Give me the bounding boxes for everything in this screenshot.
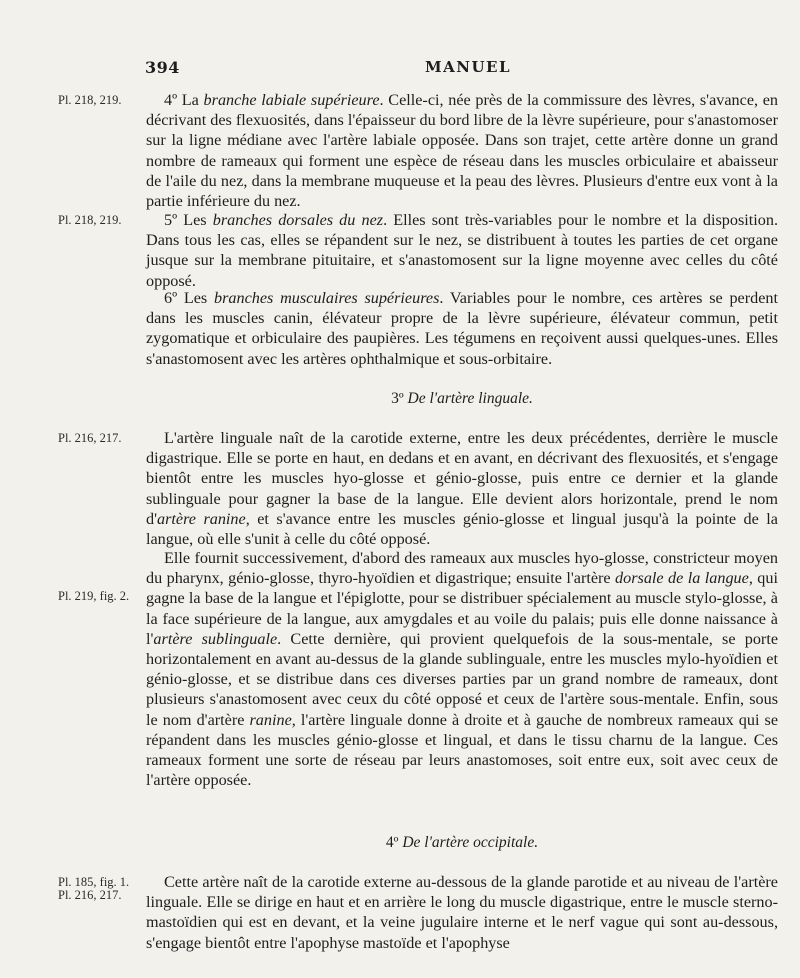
margin-note: Pl. 185, fig. 1. [58, 875, 130, 889]
page-header [0, 58, 800, 82]
paragraph-linguale-branches: Elle fournit successivement, d'abord des rameaux aux muscles hyo-glosse, constricteur moyen du pharynx, génio-glosse, thyro-hyoïdien et digastrique; ensuite l'artère dorsale de la langue, qui gagne la base de la langue et l'épiglotte, pour se distribuer spécialement au muscle stylo-glosse, à la face supérieure de la langue, aux amygdales et au voile du palais; puis elle donne naissance à l'artère sublinguale. Cette dernière, qui provient quelquefois de la sous-mentale, se porte horizontalement en avant au-dessus de la glande sublinguale, entre les muscles mylo-hyoïdien et génio-glosse, et se distribue dans ces diverses parties par un grand nombre de rameaux, dont plusieurs s'anastomosent avec ceux du côté opposé et ceux de l'artère sous-mentale. Enfin, sous le nom d'artère ranine, l'artère linguale donne à droite et à gauche de nombreux rameaux qui se répandent dans les muscles génio-glosse et lingual, et dans le tissu charnu de la langue. Ces rameaux forment une sorte de réseau par leurs anastomoses, soit entre eux, soit avec ceux de l'artère opposée. [146, 549, 779, 790]
margin-note: Pl. 219, fig. 2. [58, 589, 130, 603]
page-number: 394 [145, 58, 180, 77]
paragraph-occipitale: Cette artère naît de la carotide externe au-dessous de la glande parotide et au niveau de l'artère linguale. Elle se dirige en haut et en arrière le long du muscle digastrique, entre le muscle sterno-mastoïdien qui est en devant, et la veine jugulaire interne et le nerf vague qui sont au-dessous, s'engage bientôt entre l'apophyse mastoïde et l'apophyse [146, 873, 778, 952]
paragraph-linguale-origine: L'artère linguale naît de la carotide externe, entre les deux précédentes, derrière le muscle digastrique. Elle se porte en haut, en dedans et en avant, en décrivant des flexuosités, et s'engage bientôt entre les muscles hyo-glosse et génio-glosse, puis entre ce dernier et la glande sublinguale pour gagner la base de la langue. Elle devient alors horizontale, prend le nom d'artère ranine, et s'avance entre les muscles génio-glosse et lingual jusqu'à la pointe de la langue, où elle s'unit à celle du côté opposé. [146, 429, 778, 549]
term-italic: ranine [249, 710, 292, 729]
paragraph-dorsales-nez: 5º Les branches dorsales du nez. Elles sont très-variables pour le nombre et la disposition. Dans tous les cas, elles se répandent sur le nez, se distribuent à toutes les parties de cet organe jusque sur la membrane pituitaire, et s'anastomosent sur la ligne moyenne avec celles du côté opposé. [146, 211, 778, 290]
margin-note: Pl. 218, 219. [58, 93, 122, 107]
section-heading-linguale: 3º De l'artère linguale. [391, 390, 533, 407]
margin-note: Pl. 216, 217. [58, 431, 122, 445]
margin-note: Pl. 218, 219. [58, 213, 122, 227]
paragraph-labiale: 4º La branche labiale supérieure. Celle-ci, née près de la commissure des lèvres, s'avance, en décrivant des flexuosités, dans l'épaisseur du bord libre de la lèvre supérieure, pour s'anastomoser sur la ligne médiane avec l'artère labiale opposée. Dans son trajet, cette artère donne un grand nombre de rameaux qui forment une espèce de réseau dans les muscles orbiculaire et abaisseur de l'aile du nez, dans la membrane muqueuse et la peau des lèvres. Plusieurs d'entre eux vont à la partie inférieure du nez. [146, 91, 779, 211]
paragraph-musculaires: 6º Les branches musculaires supérieures. Variables pour le nombre, ces artères se perdent dans les muscles canin, élévateur propre de la lèvre supérieure, élévateur commun, petit zygomatique et orbiculaire des paupières. Les tégumens en reçoivent aussi quelques-unes. Elles s'anastomosent avec les artères ophthalmique et sous-orbitaire. [146, 289, 778, 368]
running-title: MANUEL [425, 58, 512, 76]
term-italic: artère sublinguale [153, 629, 278, 648]
term-italic: branches musculaires supérieures [213, 289, 440, 307]
term-italic: branches dorsales du nez [212, 211, 384, 229]
section-heading-occipitale: 4º De l'artère occipitale. [385, 834, 539, 851]
term-italic: branche labiale supérieure [203, 91, 380, 109]
margin-note: Pl. 216, 217. [58, 888, 122, 902]
term-italic: dorsale de la langue [615, 569, 749, 588]
term-italic: artère ranine [157, 509, 246, 528]
